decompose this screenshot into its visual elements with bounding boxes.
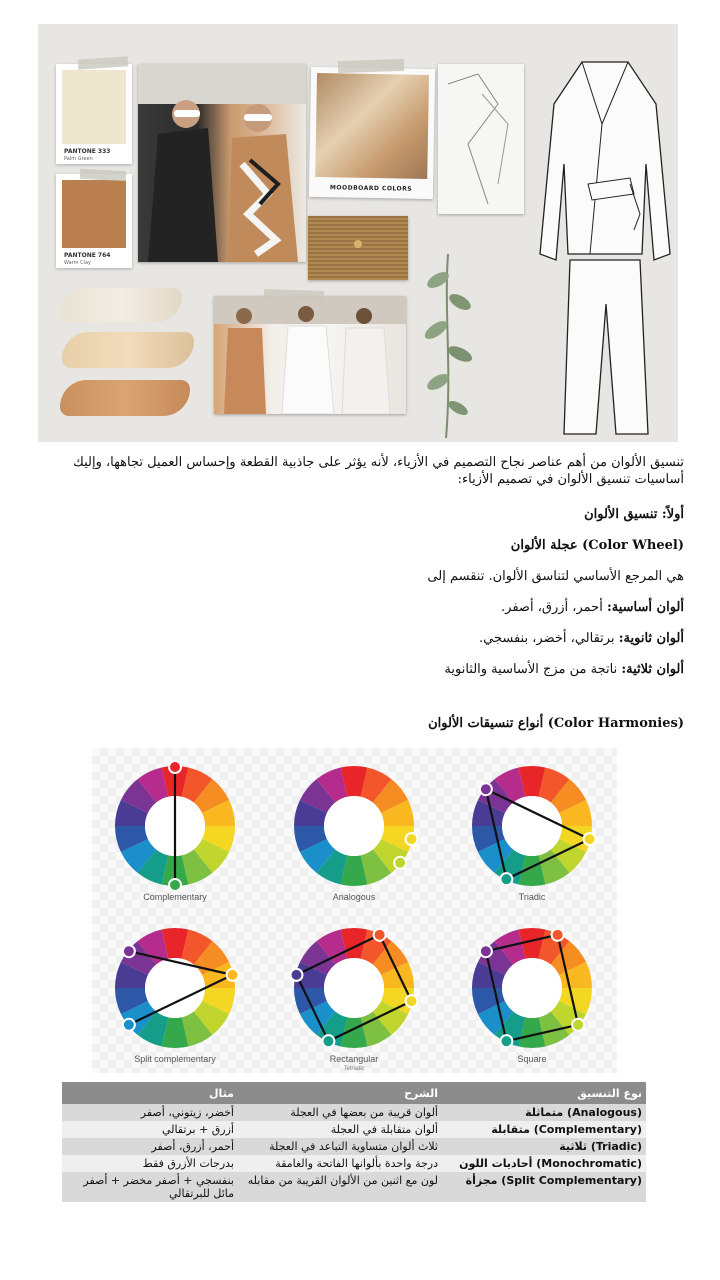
chip-sub: Warm Clay <box>64 260 92 266</box>
color-wheel <box>472 928 592 1064</box>
harmony-marker <box>500 873 512 885</box>
harmony-marker <box>480 783 492 795</box>
paint-stroke-tan <box>60 380 190 416</box>
cell-type: (Split Complementary) مجزأة <box>442 1172 646 1202</box>
tertiary-text: ناتجة من مزج الأساسية والثانوية <box>444 662 618 677</box>
pantsuit-flat-drawing <box>530 54 678 440</box>
color-wheel-description: هي المرجع الأساسي لتناسق الألوان. تنقسم إلى <box>427 569 684 584</box>
color-wheel <box>290 928 417 1072</box>
wheel-label: Rectangular <box>329 1054 379 1064</box>
cell-type: (Monochromatic) أحاديات اللون <box>442 1155 646 1172</box>
wheel-label: Analogous <box>332 892 376 902</box>
wheel-label: Split complementary <box>134 1054 216 1064</box>
harmonies-heading: (Color Harmonies) أنواع تنسيقات الألوان <box>428 716 684 731</box>
harmonies-table <box>62 1082 646 1202</box>
chip-name: PANTONE 333 <box>64 148 111 155</box>
harmony-marker <box>290 969 302 981</box>
eucalyptus-branch <box>418 250 478 440</box>
polaroid-caption: MOODBOARD COLORS <box>329 184 413 193</box>
cell-example: بدرجات الأزرق فقط <box>62 1155 238 1172</box>
color-wheel <box>472 766 596 902</box>
runway-photo <box>138 64 306 262</box>
header-example: مثال <box>62 1082 238 1104</box>
cell-type: (Analogous) متماثلة <box>442 1104 646 1121</box>
tape <box>338 59 404 73</box>
intro-paragraph: تنسيق الألوان من أهم عناصر نجاح التصميم في الأزياء، لأنه يؤثر على جاذبية القطعة وإحساس العميل تجاهها، وإليك أساسيات تنسيق الألوان في تصميم الأزياء: <box>73 455 684 487</box>
secondary-text: برتقالي، أخضر، بنفسجي. <box>479 631 615 646</box>
sketch-paper <box>438 64 524 214</box>
color-wheel <box>115 928 239 1064</box>
wheel-center <box>502 958 562 1018</box>
chip-name: PANTONE 764 <box>64 252 111 259</box>
primary-colors-line <box>501 598 684 618</box>
pantone-chip-cream <box>56 64 132 164</box>
table-header-row <box>62 1082 646 1104</box>
harmony-marker <box>227 969 239 981</box>
harmony-marker <box>169 761 181 773</box>
paint-stroke-beige <box>62 332 194 368</box>
primary-label: ألوان أساسية: <box>606 600 684 615</box>
table-row <box>62 1104 646 1121</box>
cell-type: (Triadic) ثلاثية <box>442 1138 646 1155</box>
color-wheels-diagram <box>92 748 617 1073</box>
header-description: الشرح <box>238 1082 442 1104</box>
harmony-marker <box>552 929 564 941</box>
chip-sub: Palm Green <box>64 156 93 162</box>
primary-text: أحمر، أزرق، أصفر. <box>501 600 603 615</box>
secondary-label: ألوان ثانوية: <box>618 631 684 646</box>
wheel-label: Triadic <box>518 892 546 902</box>
harmony-marker <box>123 945 135 957</box>
woven-clutch-photo <box>308 216 408 280</box>
wheel-center <box>324 958 384 1018</box>
moodboard-image <box>38 24 678 442</box>
harmony-marker <box>500 1035 512 1047</box>
secondary-colors-line <box>479 629 684 649</box>
cell-example: أحمر، أزرق، أصفر <box>62 1138 238 1155</box>
wheel-sublabel: Tetradic <box>343 1066 365 1072</box>
cell-example: بنفسجي + أصفر مخضر + أصفر مائل للبرتقالي <box>62 1172 238 1202</box>
tertiary-colors-line <box>444 660 684 680</box>
tape <box>264 289 324 301</box>
wheel-label: Complementary <box>143 892 207 902</box>
harmony-marker <box>169 879 181 891</box>
cell-description: لون مع اثنين من الألوان القريبة من مقابله <box>238 1172 442 1202</box>
harmony-marker <box>322 1035 334 1047</box>
harmony-marker <box>572 1019 584 1031</box>
cell-description: ثلاث ألوان متساوية التباعد في العجلة <box>238 1138 442 1155</box>
table-row <box>62 1121 646 1138</box>
cell-description: ألوان قريبة من بعضها في العجلة <box>238 1104 442 1121</box>
fabric-polaroid <box>309 67 435 199</box>
harmony-marker <box>406 833 418 845</box>
harmony-marker <box>406 995 418 1007</box>
group-photo <box>214 296 406 414</box>
cell-description: ألوان متقابلة في العجلة <box>238 1121 442 1138</box>
color-wheel-heading: (Color Wheel) عجلة الألوان <box>510 538 684 553</box>
harmony-marker <box>394 857 406 869</box>
table-row <box>62 1155 646 1172</box>
table-row <box>62 1172 646 1202</box>
wheel-center <box>502 796 562 856</box>
color-wheel <box>115 761 235 902</box>
harmony-marker <box>374 929 386 941</box>
harmony-marker <box>480 945 492 957</box>
color-harmony-wheels <box>92 748 617 1073</box>
wheel-center <box>324 796 384 856</box>
color-wheel <box>294 766 418 902</box>
cell-example: أزرق + برتقالي <box>62 1121 238 1138</box>
harmony-marker <box>123 1019 135 1031</box>
header-type: نوع التنسيق <box>442 1082 646 1104</box>
cell-description: درجة واحدة بألوانها الفاتحة والغامقة <box>238 1155 442 1172</box>
paint-stroke-ivory <box>60 288 182 322</box>
tertiary-label: ألوان ثلاثية: <box>621 662 684 677</box>
cell-type: (Complementary) متقابلة <box>442 1121 646 1138</box>
cell-example: أخضر، زيتوني، أصفر <box>62 1104 238 1121</box>
section-heading: أولاً: تنسيق الألوان <box>584 507 684 522</box>
fabric-photo <box>315 73 429 179</box>
pantone-chip-clay <box>56 174 132 268</box>
table-row <box>62 1138 646 1155</box>
wheel-label: Square <box>517 1054 547 1064</box>
harmony-marker <box>584 833 596 845</box>
